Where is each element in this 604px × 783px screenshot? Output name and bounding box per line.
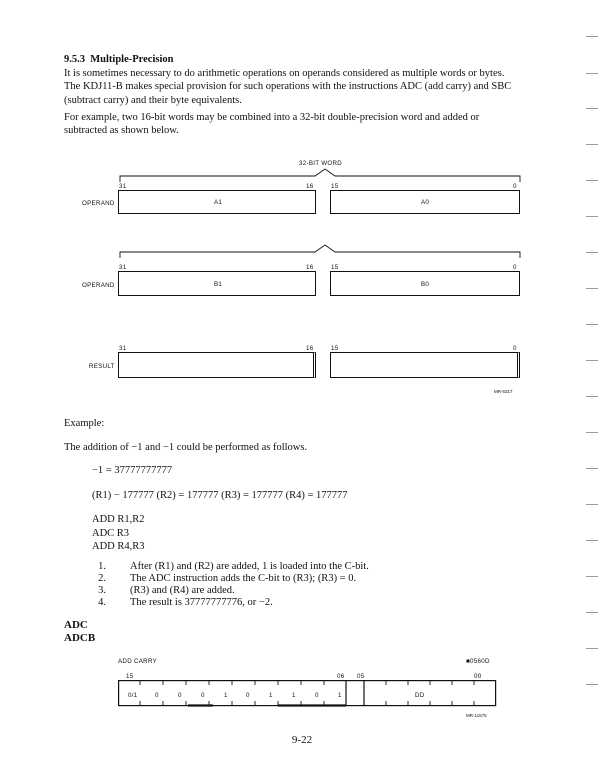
bit-label: 15 — [331, 183, 339, 190]
section-number: 9.5.3 — [64, 54, 85, 65]
register-label: A0 — [421, 199, 430, 206]
margin-mark — [586, 73, 598, 74]
bit-cell: 0 — [246, 692, 250, 699]
bit-label: 15 — [331, 345, 339, 352]
instruction-format-box — [118, 680, 498, 708]
bit-label: 16 — [306, 183, 314, 190]
bit-label: 31 — [119, 183, 127, 190]
step-text: (R3) and (R4) are added. — [130, 585, 235, 596]
margin-mark — [586, 612, 598, 613]
bit-cell: 0 — [178, 692, 182, 699]
bit-label: 31 — [119, 345, 127, 352]
bit-label: 15 — [331, 264, 339, 271]
step-text: The result is 37777777776, or −2. — [130, 597, 273, 608]
margin-mark — [586, 468, 598, 469]
page-number: 9-22 — [291, 734, 313, 746]
example-line: For example, two 16-bit words may be combined into a 32-bit double-precision word and added or — [64, 112, 480, 123]
bit-label: 16 — [306, 345, 314, 352]
bit-cell: 0 — [201, 692, 205, 699]
opcode: ■0560D — [466, 658, 490, 665]
bit-cell: 1 — [269, 692, 273, 699]
step-number: 2. — [98, 573, 106, 584]
margin-mark — [586, 108, 598, 109]
operand-high-register — [118, 271, 316, 296]
margin-mark — [586, 288, 598, 289]
word-label: 32-BIT WORD — [299, 160, 343, 167]
bit-label: 00 — [474, 673, 482, 680]
register-label: B0 — [421, 281, 430, 288]
section-heading — [64, 54, 173, 65]
margin-mark — [586, 252, 598, 253]
intro-paragraph — [64, 67, 546, 107]
result-low-register — [330, 352, 520, 378]
margin-mark — [586, 576, 598, 577]
bit-cell: 0 — [155, 692, 159, 699]
step-number: 4. — [98, 597, 106, 608]
result-label: RESULT — [89, 363, 115, 370]
operand-low-register — [330, 271, 520, 296]
operand-label: OPERAND — [82, 200, 115, 207]
step-text: After (R1) and (R2) are added, 1 is loaded into the C-bit. — [130, 561, 369, 572]
bit-label: 16 — [306, 264, 314, 271]
margin-mark — [586, 324, 598, 325]
bit-cell: 1 — [292, 692, 296, 699]
margin-mark — [586, 684, 598, 685]
margin-mark — [586, 432, 598, 433]
example-heading: Example: — [64, 418, 105, 429]
minus-one-line: −1 = 37777777777 — [92, 465, 173, 476]
margin-mark — [586, 144, 598, 145]
margin-mark — [586, 540, 598, 541]
bit-label: 31 — [119, 264, 127, 271]
intro-line: The KDJ11-B makes special provision for such operations with the instructions ADC (add carry) and SBC — [64, 81, 512, 93]
bit-cell: 0 — [315, 692, 319, 699]
mnemonic-adcb: ADCB — [64, 632, 96, 644]
operand-high-register — [118, 190, 316, 214]
mnemonic-adc: ADC — [64, 619, 88, 631]
operand-label: OPERAND — [82, 282, 115, 289]
intro-line: (subtract carry) and their byte equivalents. — [64, 94, 242, 106]
instruction-name: ADD CARRY — [118, 658, 158, 665]
bit-cell: 1 — [338, 692, 342, 699]
addition-text: The addition of −1 and −1 could be performed as follows. — [64, 442, 308, 453]
bit-label: 06 — [337, 673, 345, 680]
result-high-register — [118, 352, 316, 378]
step-text: The ADC instruction adds the C-bit to (R3); (R3) = 0. — [130, 573, 357, 584]
word-bracket — [120, 169, 520, 182]
margin-mark — [586, 360, 598, 361]
margin-mark — [586, 396, 598, 397]
code-line: ADD R4,R3 — [92, 541, 145, 552]
register-label: A1 — [214, 199, 223, 206]
code-block — [92, 513, 145, 554]
destination-field: DD — [415, 692, 425, 699]
bit-cell: 1 — [224, 692, 228, 699]
code-line: ADD R1,R2 — [92, 514, 145, 525]
figure-id: MR-6317 — [494, 389, 513, 394]
registers-line: (R1) − 177777 (R2) = 177777 (R3) = 177777 (R4) = 177777 — [92, 490, 348, 501]
code-line: ADC R3 — [92, 527, 130, 539]
margin-mark — [586, 648, 598, 649]
margin-mark — [586, 504, 598, 505]
example-paragraph — [64, 111, 546, 138]
margin-mark — [586, 36, 598, 37]
bit-label: 0 — [513, 264, 517, 271]
margin-mark — [586, 180, 598, 181]
word-bracket — [120, 245, 520, 258]
step-number: 3. — [98, 585, 106, 596]
bit-label: 0 — [513, 345, 517, 352]
example-line: subtracted as shown below. — [64, 125, 179, 137]
figure-id: MR-11575 — [466, 713, 487, 718]
section-title: Multiple-Precision — [90, 54, 174, 65]
operand-low-register — [330, 190, 520, 214]
bit-label: 0 — [513, 183, 517, 190]
bit-label: 15 — [126, 673, 134, 680]
margin-mark — [586, 216, 598, 217]
register-label: B1 — [214, 281, 223, 288]
intro-line: It is sometimes necessary to do arithmetic operations on operands considered as multiple words or bytes. — [64, 68, 505, 79]
bit-cell: 0/1 — [128, 692, 138, 699]
bit-label: 05 — [357, 673, 365, 680]
step-number: 1. — [98, 561, 106, 572]
